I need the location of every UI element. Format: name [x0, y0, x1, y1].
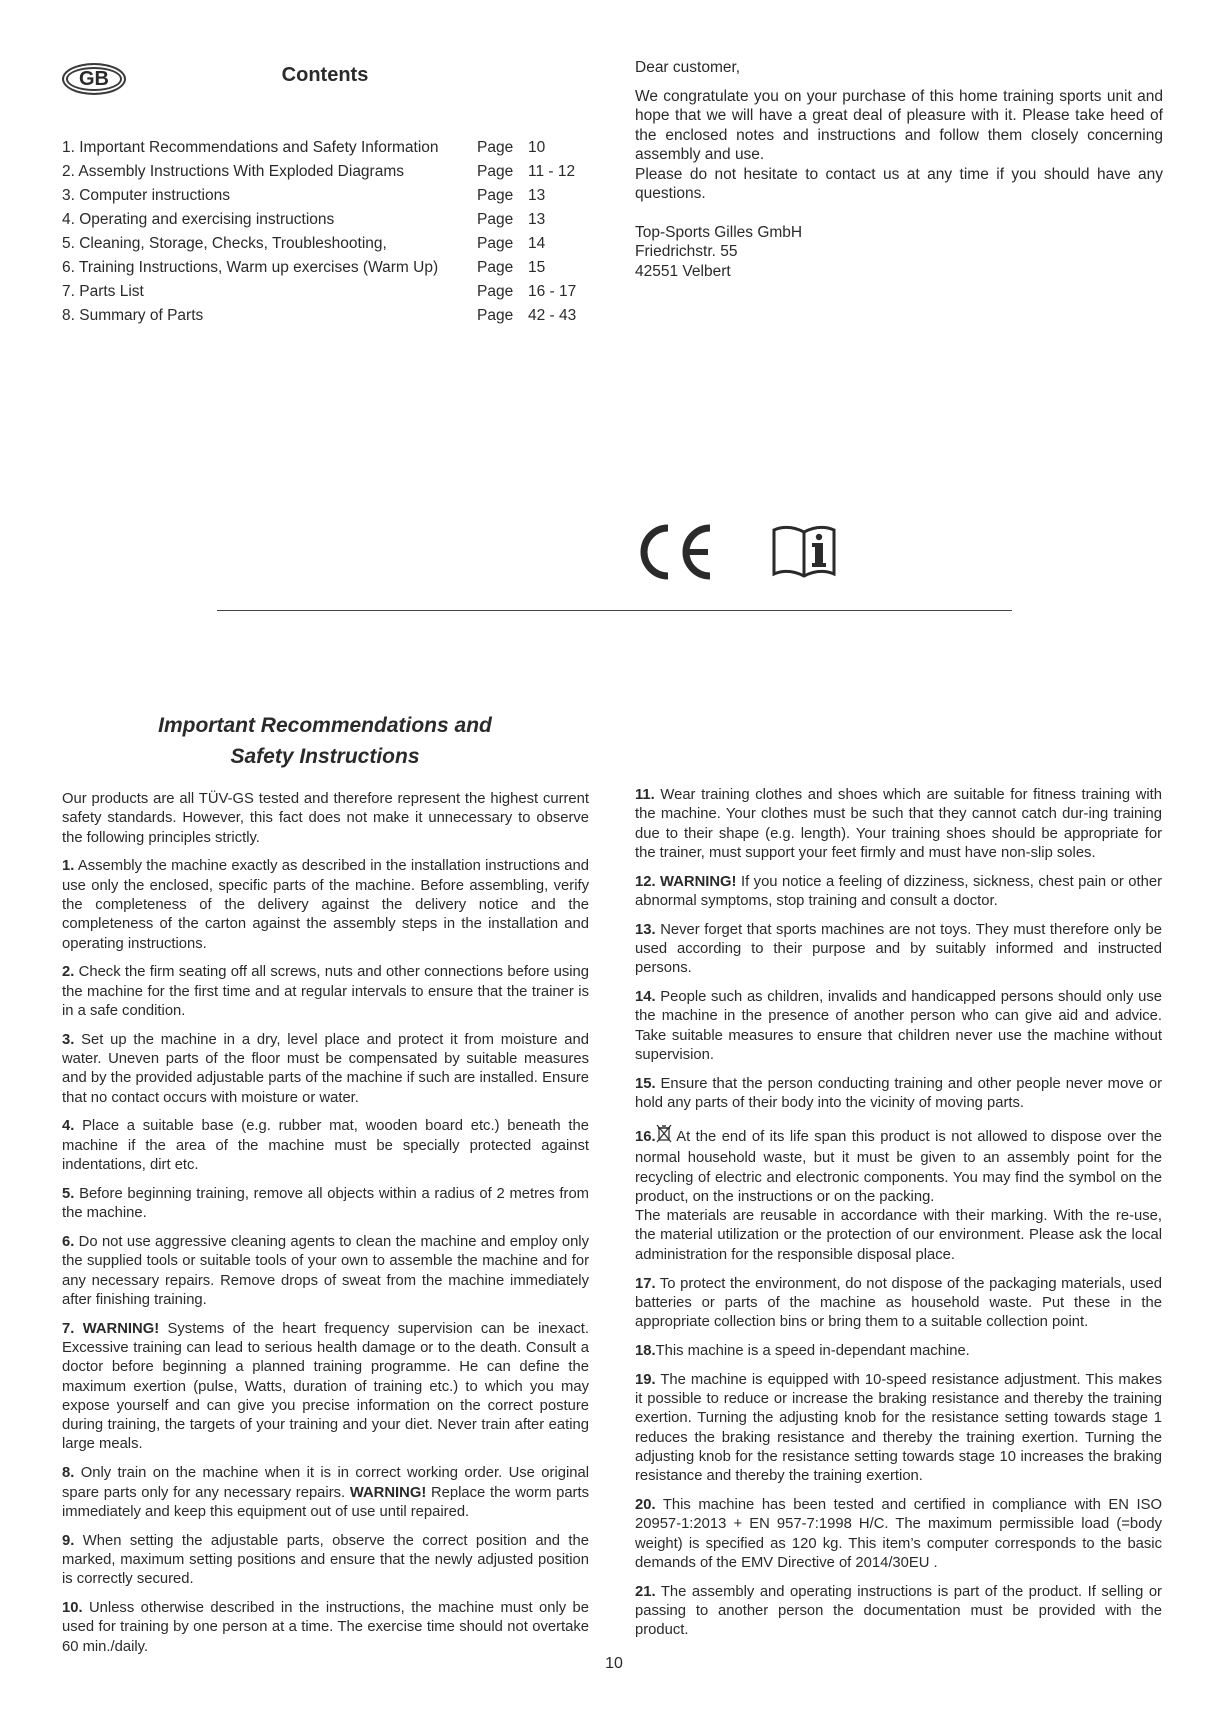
toc-entry[interactable]	[62, 160, 602, 184]
item-number: 7. WARNING!	[62, 1320, 160, 1337]
item-text: Replace the worm parts immediately and keep this equipment out of use until repaired.	[62, 1484, 589, 1520]
toc-entry-title: 6. Training Instructions, Warm up exercises (Warm Up)	[62, 259, 439, 276]
item-text: Unless otherwise described in the instructions, the machine must only be used for training by one person at a time. The exercise time should not overtake 60 min./daily.	[62, 1599, 589, 1655]
toc-entry-title: 4. Operating and exercising instructions	[62, 211, 335, 228]
toc-entry-pages: 14	[528, 235, 546, 252]
safety-item	[62, 963, 589, 1021]
item-number: 19.	[635, 1371, 656, 1388]
toc-entry-title: 5. Cleaning, Storage, Checks, Troubleshooting,	[62, 235, 387, 252]
safety-item	[635, 1275, 1162, 1333]
toc-entry[interactable]	[62, 184, 602, 208]
item-text: To protect the environment, do not dispose of the packaging materials, used batteries or parts of the machine as household waste. Put these in the appropriate collection bins or bring them to a suitable collection point.	[635, 1275, 1162, 1331]
safety-item	[635, 921, 1162, 979]
safety-item	[62, 1117, 589, 1175]
toc-entry-pages: 16 - 17	[528, 283, 577, 300]
toc-entry-title: 2. Assembly Instructions With Exploded Diagrams	[62, 163, 404, 180]
company-name: Top-Sports Gilles GmbH	[635, 223, 803, 241]
toc-entry[interactable]	[62, 304, 602, 328]
safety-item	[635, 988, 1162, 1065]
item-number: 21.	[635, 1583, 656, 1600]
item-number: 2.	[62, 964, 75, 981]
company-city: 42551 Velbert	[635, 262, 731, 280]
crossed-bin-icon	[656, 1123, 672, 1149]
section-divider	[217, 610, 1012, 611]
customer-letter	[635, 58, 1163, 281]
company-street: Friedrichstr. 55	[635, 243, 738, 260]
page-number: 10	[605, 1655, 623, 1672]
item-text: If you notice a feeling of dizziness, sickness, chest pain or other abnormal symptoms, stop training and consult a doctor.	[635, 873, 1162, 909]
item-warning: WARNING!	[349, 1484, 427, 1501]
item-text: This machine has been tested and certified in compliance with EN ISO 20957-1:2013 + EN 957-7:1998 H/C. The maximum permissible load (=body weight) is specified as 120 kg. This item’s computer corresponds to the basic demands of the EMV Directive of 2014/30EU .	[635, 1497, 1162, 1571]
item-number: 18.	[635, 1342, 656, 1359]
safety-column-right	[635, 786, 1162, 1650]
item-text: Wear training clothes and shoes which are suitable for fitness training with the machine. Your clothes must be such that they cannot catch dur-ing training due to their shape (e.g. length). Your training shoes should be appropriate for the trainer, must support your feet firmly and must have non-slip soles.	[635, 787, 1162, 861]
safety-item	[635, 1342, 1162, 1361]
toc-entry[interactable]	[62, 136, 602, 160]
toc-entry-title: 8. Summary of Parts	[62, 307, 204, 324]
toc-entry-page-label: Page	[477, 187, 514, 204]
toc-entry-page-label: Page	[477, 259, 514, 276]
safety-item	[635, 1496, 1162, 1573]
item-text: The assembly and operating instructions is part of the product. If selling or passing to another person the documentation must be provided with the product.	[635, 1583, 1162, 1639]
toc-entry[interactable]	[62, 208, 602, 232]
item-text: Assembly the machine exactly as described in the installation instructions and use only the enclosed, specific parts of the machine. Before assembling, verify the completeness of the delivery against the delivery notice and the completeness of the carton against the assembly steps in the installation and operating instructions.	[62, 858, 589, 952]
item-number: 20.	[635, 1497, 656, 1513]
read-manual-icon	[770, 522, 838, 583]
item-text: Set up the machine in a dry, level place and protect it from moisture and water. Uneven parts of the floor must be compensated by suitable measures and by the provided adjustable parts of the machine if such are installed. Ensure that no contact occurs with moisture or water.	[62, 1031, 589, 1106]
item-number: 13.	[635, 921, 656, 938]
safety-item	[635, 873, 1162, 912]
language-badge-label: GB	[79, 67, 109, 90]
ce-mark-icon	[636, 522, 716, 587]
item-number: 17.	[635, 1275, 656, 1292]
item-number: 12. WARNING!	[635, 873, 737, 890]
item-number: 8.	[62, 1465, 75, 1482]
item-number: 11.	[635, 787, 655, 803]
letter-contact: Please do not hesitate to contact us at any time if you should have any questions.	[635, 165, 1163, 202]
toc-entry-pages: 10	[528, 139, 546, 156]
item-text: Systems of the heart frequency supervision can be inexact. Excessive training can lead to serious health damage or to the death. Consult a doctor before beginning a planned training programme. He can define the maximum exertion (pulse, Watts, duration of training etc.) to which you may expose yourself and can give you precise information on the correct posture during training, the targets of your training and your diet. Never train after eating large meals.	[62, 1320, 589, 1453]
toc-entry-pages: 15	[528, 259, 546, 276]
item-text: Place a suitable base (e.g. rubber mat, wooden board etc.) beneath the machine if the area of the machine must be specially protected against indentations, dirt etc.	[62, 1118, 589, 1174]
item-number: 3.	[62, 1031, 75, 1048]
safety-item-continued: The materials are reusable in accordance with their marking. With the re-use, the material utilization or the protection of our environment. Please ask the local administration for the responsible disposal place.	[635, 1208, 1162, 1263]
safety-item	[62, 1532, 589, 1590]
toc-entry-title: 7. Parts List	[62, 283, 144, 300]
item-text: The machine is equipped with 10-speed resistance adjustment. This makes it possible to reduce or increase the braking resistance and thereby the training exertion. Turning the adjusting knob for the resistance setting towards stage 1 reduces the braking resistance and thereby the training exertion. Turning the adjusting knob for the resistance setting towards stage 10 increases the braking resistance and thereby the training exertion.	[635, 1371, 1162, 1485]
section-title	[110, 710, 540, 772]
safety-item	[635, 1075, 1162, 1114]
item-text: Never forget that sports machines are not toys. They must therefore only be used according to their purpose and by suitably informed and instructed persons.	[635, 921, 1162, 977]
table-of-contents	[62, 136, 602, 328]
toc-entry[interactable]	[62, 232, 602, 256]
safety-item	[62, 1185, 589, 1224]
toc-entry-page-label: Page	[477, 307, 514, 324]
toc-entry[interactable]	[62, 280, 602, 304]
item-number: 6.	[62, 1233, 75, 1250]
item-number: 15.	[635, 1075, 656, 1092]
language-badge	[62, 63, 126, 95]
safety-item	[62, 1599, 589, 1657]
item-text: At the end of its life span this product is not allowed to dispose over the normal household waste, but it must be given to an assembly point for the recycling of electric and electronic components. You may find the symbol on the product, on the instructions or on the packing.	[635, 1128, 1162, 1205]
safety-item	[635, 1123, 1162, 1207]
toc-entry[interactable]	[62, 256, 602, 280]
safety-item	[62, 1320, 589, 1455]
letter-body: We congratulate you on your purchase of this home training sports unit and hope that we will have a great deal of pleasure with it. Please take heed of the enclosed notes and instructions and follow them closely concerning assembly and use.	[635, 87, 1163, 163]
item-number: 4.	[62, 1118, 75, 1135]
item-text: Ensure that the person conducting training and other people never move or hold any parts of their body into the vicinity of moving parts.	[635, 1075, 1162, 1112]
safety-item	[635, 1371, 1162, 1487]
item-number: 14.	[635, 989, 656, 1006]
safety-item	[62, 1031, 589, 1108]
toc-entry-page-label: Page	[477, 235, 514, 252]
toc-entry-page-label: Page	[477, 163, 514, 180]
toc-entry-pages: 11 - 12	[528, 163, 576, 180]
toc-entry-pages: 13	[528, 211, 546, 228]
toc-entry-page-label: Page	[477, 139, 514, 156]
toc-entry-title: 1. Important Recommendations and Safety Information	[62, 139, 439, 156]
safety-column-left	[62, 790, 589, 1666]
section-title-line-1: Important Recommendations and	[158, 714, 492, 737]
item-number: 5.	[62, 1185, 75, 1202]
item-text: Do not use aggressive cleaning agents to clean the machine and employ only the supplied tools or suitable tools of your own to assemble the machine and for any necessary repairs. Remove drops of sweat from the machine immediately after finishing training.	[62, 1233, 589, 1308]
safety-item	[635, 786, 1162, 863]
toc-entry-pages: 13	[528, 187, 546, 204]
toc-entry-pages: 42 - 43	[528, 307, 577, 324]
item-text: People such as children, invalids and handicapped persons should only use the machine in the presence of another person who can give aid and advice. Take suitable measures to ensure that children never use the machine without supervision.	[635, 989, 1162, 1064]
item-number: 9.	[62, 1532, 75, 1549]
toc-entry-title: 3. Computer instructions	[62, 187, 230, 204]
item-text: Before beginning training, remove all objects within a radius of 2 metres from the machine.	[62, 1185, 589, 1222]
letter-greeting: Dear customer,	[635, 59, 741, 76]
toc-entry-page-label: Page	[477, 211, 514, 228]
item-text: When setting the adjustable parts, observe the correct position and the marked, maximum setting positions and ensure that the newly adjusted position is correctly secured.	[62, 1532, 589, 1588]
item-text: Check the firm seating off all screws, nuts and other connections before using the machine for the first time and at regular intervals to ensure that the trainer is in a safe condition.	[62, 964, 589, 1019]
safety-item	[62, 1464, 589, 1522]
intro-paragraph: Our products are all TÜV-GS tested and therefore represent the highest current safety standards. However, this fact does not make it unnecessary to observe the following principles strictly.	[62, 791, 589, 846]
toc-entry-page-label: Page	[477, 283, 514, 300]
safety-item	[62, 857, 589, 953]
section-title-line-2: Safety Instructions	[230, 745, 420, 768]
item-number: 1.	[62, 858, 75, 875]
item-number: 16.	[635, 1128, 656, 1145]
safety-item	[62, 1233, 589, 1310]
item-text: Only train on the machine when it is in correct working order. Use original spare parts only for any necessary repairs.	[62, 1465, 589, 1501]
item-text: This machine is a speed in-dependant machine.	[655, 1342, 970, 1359]
contents-title: Contents	[281, 64, 369, 86]
safety-item	[635, 1583, 1162, 1641]
item-number: 10.	[62, 1599, 83, 1616]
